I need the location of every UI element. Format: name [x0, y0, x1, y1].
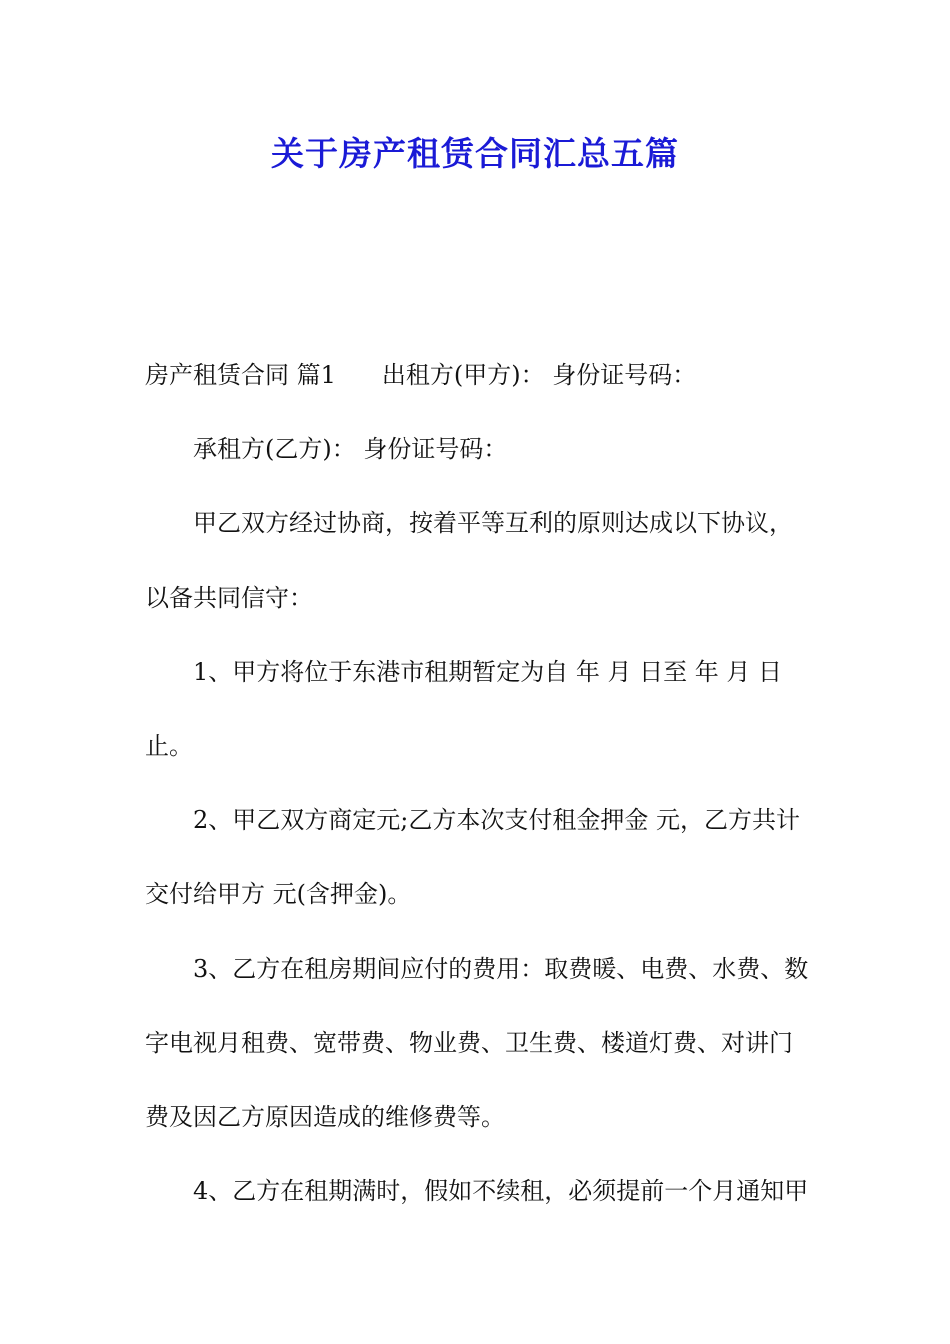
contract-section-label: 房产租赁合同 篇1	[145, 361, 336, 389]
lessor-info: 出租方(甲方)： 身份证号码：	[381, 361, 697, 389]
line-9: 3、乙方在租房期间应付的费用：取费暖、电费、水费、数	[193, 954, 809, 983]
line-1	[145, 338, 805, 412]
line-8: 交付给甲方 元(含押金)。	[145, 880, 412, 909]
line-11: 费及因乙方原因造成的维修费等。	[145, 1102, 505, 1131]
line-4: 以备共同信守：	[145, 583, 313, 612]
document-body	[145, 338, 809, 1228]
document-title: 关于房产租赁合同汇总五篇	[271, 134, 679, 173]
line-10: 字电视月租费、宽带费、物业费、卫生费、楼道灯费、对讲门	[145, 1028, 793, 1057]
line-3: 甲乙双方经过协商，按着平等互利的原则达成以下协议，	[193, 509, 793, 538]
line-7: 2、甲乙双方商定元;乙方本次支付租金押金 元，乙方共计	[193, 806, 800, 835]
line-6: 止。	[145, 731, 193, 760]
line-12: 4、乙方在租期满时，假如不续租，必须提前一个月通知甲	[193, 1177, 809, 1206]
line-2: 承租方(乙方)： 身份证号码：	[193, 435, 508, 464]
line-5: 1、甲方将位于东港市租期暂定为自 年 月 日至 年 月 日	[193, 657, 783, 686]
